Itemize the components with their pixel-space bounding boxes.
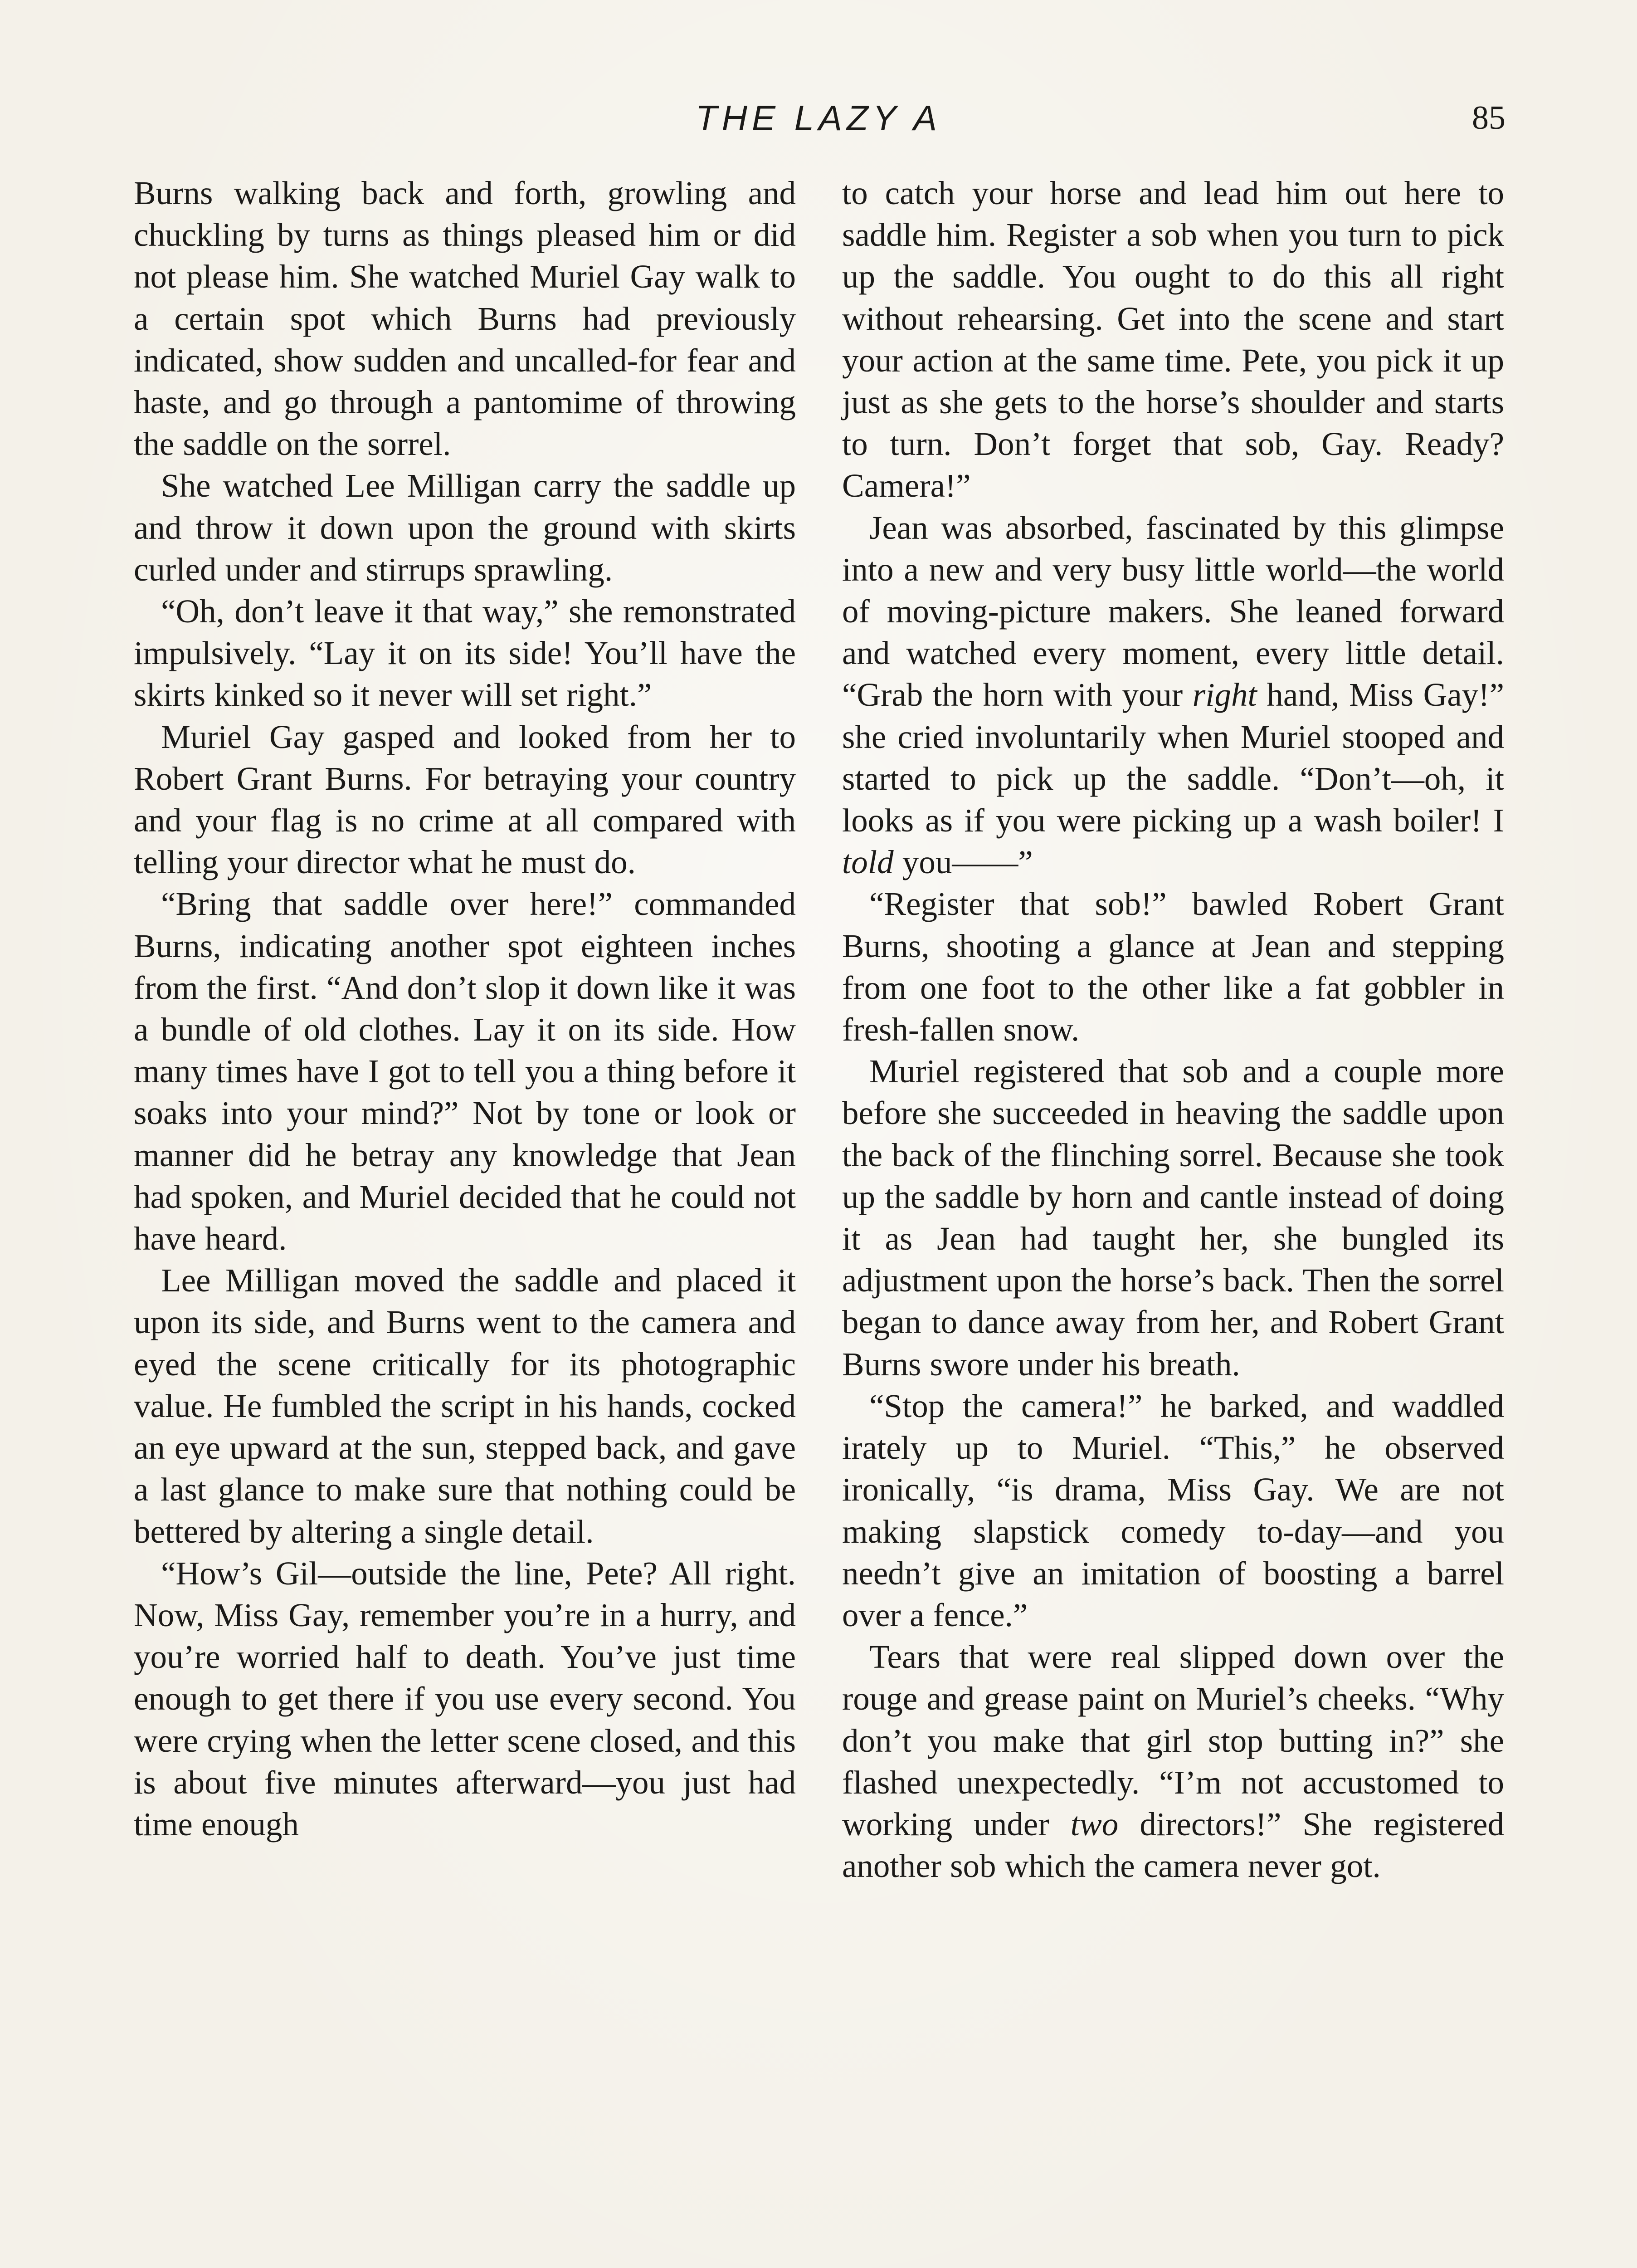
paragraph: Jean was absorbed, fascinated by this glimpse into a new and very busy little world—the world of moving-picture makers. She leaned forward and watched every moment, every little detail. “Grab the horn with your right hand, Miss Gay!” she cried involuntarily when Muriel stooped and started to pick up the saddle. “Don’t—oh, it looks as if you were picking up a wash boiler! I told you——” [842,509,1504,881]
paragraph: She watched Lee Milligan carry the saddle up and throw it down upon the ground with skirts curled under and stirrups sprawling. [134,467,796,588]
paragraph: “Stop the camera!” he barked, and waddled irately up to Muriel. “This,” he observed ironically, “is drama, Miss Gay. We are not making slapstick comedy to-day—and you needn’t give an imitation of boosting a barrel over a fence.” [842,1387,1504,1633]
paragraph: Lee Milligan moved the saddle and placed it upon its side, and Burns went to the camera and eyed the scene critically for its photographic value. He fumbled the script in his hands, cocked an eye upward at the sun, stepped back, and gave a last glance to make sure that nothing could be bettered by altering a single detail. [134,1262,796,1550]
paragraph: Muriel registered that sob and a couple more before she succeeded in heaving the saddle upon the back of the flinching sorrel. Because she took up the saddle by horn and cantle instead of doing it as Jean had taught her, she bungled its adjustment upon the horse’s back. Then the sorrel began to dance away from her, and Robert Grant Burns swore under his breath. [842,1053,1504,1383]
left-text-column [134,172,796,1845]
paragraph: Tears that were real slipped down over the rouge and grease paint on Muriel’s cheeks. “Why don’t you make that girl stop butting in?” she flashed unexpectedly. “I’m not accustomed to working under two directors!” She registered another sob which the camera never got. [842,1638,1504,1885]
running-title: THE LAZY A [695,98,942,138]
paragraph: “How’s Gil—outside the line, Pete? All right. Now, Miss Gay, remember you’re in a hurry, and you’re worried half to death. You’ve just time enough to get there if you use every second. You were crying when the letter scene closed, and this is about five minutes afterward—you just had time enough [134,1554,796,1843]
paragraph: Burns walking back and forth, growling and chuckling by turns as things pleased him or did not please him. She watched Muriel Gay walk to a certain spot which Burns had previously indicated, show sudden and uncalled-for fear and haste, and go through a pantomime of throwing the saddle on the sorrel. [134,175,796,463]
right-text-column [842,172,1504,1887]
paragraph: “Oh, don’t leave it that way,” she remonstrated impulsively. “Lay it on its side! You’ll have the skirts kinked so it never will set right.” [134,593,796,714]
paragraph: “Bring that saddle over here!” commanded Burns, indicating another spot eighteen inches from the first. “And don’t slop it down like it was a bundle of old clothes. Lay it on its side. How many times have I got to tell you a thing before it soaks into your mind?” Not by tone or look or manner did he betray any knowledge that Jean had spoken, and Muriel decided that he could not have heard. [134,885,796,1257]
page-number: 85 [1472,99,1505,137]
paragraph: Muriel Gay gasped and looked from her to Robert Grant Burns. For betraying your country and your flag is no crime at all compared with telling your director what he must do. [134,718,796,881]
paragraph: “Register that sob!” bawled Robert Grant Burns, shooting a glance at Jean and stepping from one foot to the other like a fat gobbler in fresh-fallen snow. [842,885,1504,1048]
paragraph: to catch your horse and lead him out here to saddle him. Register a sob when you turn to pick up the saddle. You ought to do this all right without rehearsing. Get into the scene and start your action at the same time. Pete, you pick it up just as she gets to the horse’s shoulder and starts to turn. Don’t forget that sob, Gay. Ready? Camera!” [842,175,1504,504]
